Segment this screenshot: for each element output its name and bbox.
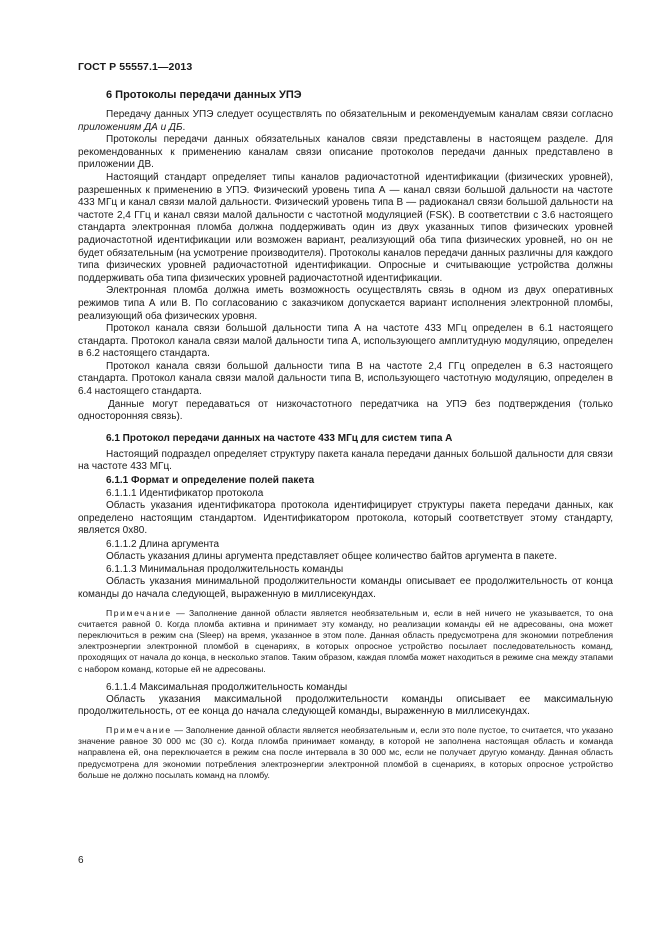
page-content <box>78 88 613 787</box>
paragraph: Область указания максимальной продолжительности команды описывает ее максимальную продолжительность, от ее конца до начала следующей команды, выраженную в миллисекундах. <box>78 693 613 718</box>
paragraph: Настоящий подраздел определяет структуру пакета канала передачи данных большой дальности для связи на частоте 433 МГц. <box>78 448 613 473</box>
paragraph: Протокол канала связи большой дальности типа А на частоте 433 МГц определен в 6.1 настоящего стандарта. Протокол канала связи малой дальности типа А, использующего амплитудную модуляцию, определен в 6.2 настоящего стандарта. <box>78 323 613 360</box>
section-6-1-1-title: 6.1.1 Формат и определение полей пакета <box>106 475 315 487</box>
section-6-1-1-2-title: 6.1.1.2 Длина аргумента <box>106 538 220 550</box>
section-6-1-title: 6.1 Протокол передачи данных на частоте 433 МГц для систем типа А <box>106 432 453 444</box>
paragraph: Область указания идентификатора протокола идентифицирует структуры пакета передачи данных, как определено настоящим стандартом. Идентификатором протокола, который соответствует этому стандарту, является 0х80. <box>78 500 613 537</box>
note-label: Примечание <box>106 725 172 735</box>
note-text: — Заполнение данной области является необязательным и, если в ней ничего не указывается, то она считается равной 0. Когда пломба активна и принимает эту команду, но реализации команды ей не адресованы, она может переключиться в режим сна (Sleep) на время, указанное в этом поле. Данная область предусмотрена для экономии потребления электроэнергии электронной пломбой в сценариях, в которых опросное устройство посылает последовательность команд, проходящих от начала до конца, в несколько этапов. Таким образом, каждая пломба может находиться в режиме сна между этапами с набором команд, которые ей не адресованы. <box>78 607 613 674</box>
section-6-1-1-4-title: 6.1.1.4 Максимальная продолжительность команды <box>106 681 348 693</box>
paragraph: Область указания длины аргумента представляет общее количество байтов аргумента в пакете. <box>106 550 558 562</box>
paragraph-text: . <box>182 121 186 133</box>
page-number: 6 <box>78 855 84 866</box>
document-header: ГОСТ Р 55557.1—2013 <box>78 61 193 73</box>
note-text: — Заполнение данной области является необязательным и, если это поле пустое, то считается, что указано значение равное 30 000 мс (30 с). Когда пломба принимает команду, в которой не заполнена настоящая область и команда направлена ей, она переключается в режим сна после интервала в 30 000 мс, если не получает другую команду. Данная область предусмотрена для экономии потребления электроэнергии электронной пломбой в сценариях, в которых опросное устройство больше не должно посылать команд на пломбу. <box>78 725 613 780</box>
paragraph <box>78 109 613 134</box>
paragraph: Протокол канала связи большой дальности типа В на частоте 2,4 ГГц определен в 6.3 настоящего стандарта. Протокол канала связи малой дальности типа В, использующего частотную модуляцию, определен в 6.4 настоящего стандарта. <box>78 360 613 398</box>
paragraph: Настоящий стандарт определяет типы каналов радиочастотной идентификации (физических уровней), разрешенных к применению в УПЭ. Физический уровень типа А — канал связи большой дальности на частоте 433 МГц и канал связи малой дальности. Физический уровень типа В — радиоканал связи большой дальности на частоте 2,4 ГГц и канал связи малой дальности с частотной модуляцией (FSK). В соответствии с 3.6 настоящего стандарта электронная пломба должна поддерживать один из двух указанных типов физических уровней радиочастотной идентификации или возможен вариант, реализующий оба типа физических уровней, но он не будет обязательным (на усмотрение производителя). Протоколы каналов передачи данных различны для каждого типа физических уровней радиочастотной идентификации. Опросные и считывающие устройства должны поддерживать оба типа физических уровней радиочастотной идентификации. <box>78 171 613 284</box>
note <box>78 725 613 781</box>
paragraph-text: Передачу данных УПЭ следует осуществлять по обязательным и рекомендуемым каналам связи согласно <box>106 109 613 120</box>
paragraph: Область указания минимальной продолжительности команды описывает ее продолжительность от конца команды до начала следующей, выраженную в миллисекундах. <box>78 576 613 600</box>
paragraph: Протоколы передачи данных обязательных каналов связи представлены в настоящем разделе. Для рекомендованных к применению каналам связи описание протоколов передачи данных представлено в приложении ДВ. <box>78 134 613 171</box>
paragraph: Данные могут передаваться от низкочастотного передатчика на УПЭ без подтверждения (только односторонняя связь). <box>78 398 613 423</box>
annex-reference: приложениям ДА и ДБ <box>78 121 183 133</box>
section-6-1-1-3-title: 6.1.1.3 Минимальная продолжительность команды <box>106 564 344 576</box>
paragraph: Электронная пломба должна иметь возможность осуществлять связь в одном из двух оперативных режимов типа А или В. По согласованию с заказчиком допускается вариант исполнения электронной пломбы, реализующий оба физических уровня. <box>78 285 613 322</box>
section-6-title: 6 Протоколы передачи данных УПЭ <box>106 89 302 101</box>
note-label: Примечание <box>106 607 172 618</box>
note <box>78 608 613 675</box>
section-6-1-1-1-title: 6.1.1.1 Идентификатор протокола <box>106 488 264 500</box>
